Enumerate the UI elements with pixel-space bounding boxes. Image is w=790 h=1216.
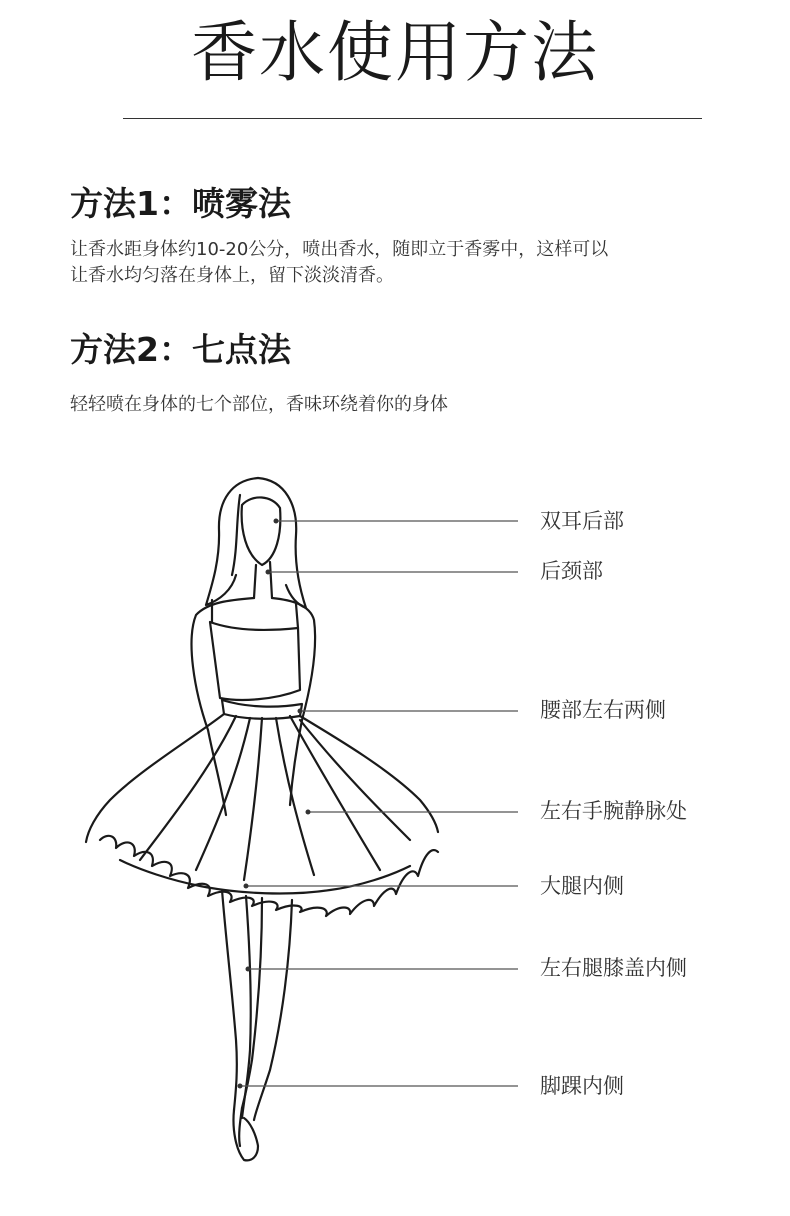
point-label-waist: 腰部左右两侧 xyxy=(540,698,666,722)
left-leg xyxy=(222,890,237,1110)
method1-description-line1: 让香水距身体约10-20公分，喷出香水，随即立于香雾中，这样可以 xyxy=(70,239,609,260)
right-foot xyxy=(239,1108,242,1146)
skirt-outline-right xyxy=(300,716,438,832)
skirt-fold xyxy=(244,718,262,880)
marker-dot-wrist xyxy=(306,810,311,815)
point-label-ears: 双耳后部 xyxy=(540,509,624,533)
method1-description-line2: 让香水均匀落在身体上，留下淡淡清香。 xyxy=(70,265,394,286)
point-label-ankles: 脚踝内侧 xyxy=(540,1074,624,1098)
hair-strand xyxy=(232,495,240,575)
bodice-strap-right xyxy=(296,604,298,628)
skirt-fold xyxy=(276,718,314,875)
method2-heading: 方法2：七点法 xyxy=(70,330,291,369)
face-outline xyxy=(242,497,281,565)
marker-dot-knee xyxy=(246,967,251,972)
marker-dot-ankle xyxy=(238,1084,243,1089)
point-label-neck: 后颈部 xyxy=(540,559,603,583)
point-label-thighs: 大腿内侧 xyxy=(540,874,624,898)
point-label-wrists: 左右手腕静脉处 xyxy=(540,799,687,823)
hair-outline xyxy=(206,478,258,605)
right-leg xyxy=(242,898,262,1108)
method2-description: 轻轻喷在身体的七个部位，香味环绕着你的身体 xyxy=(70,394,448,415)
skirt-outline xyxy=(86,714,224,842)
bodice xyxy=(210,622,300,700)
marker-dot-ear xyxy=(274,519,279,524)
right-leg-outer xyxy=(254,900,292,1120)
marker-dot-waist xyxy=(298,709,303,714)
neck-outline xyxy=(254,562,272,598)
marker-dot-neck xyxy=(266,570,271,575)
skirt-fold xyxy=(290,716,380,870)
page-title: 香水使用方法 xyxy=(191,14,599,91)
method1-heading: 方法1：喷雾法 xyxy=(70,184,291,223)
marker-dot-thigh xyxy=(244,884,249,889)
skirt-hem-ruffles-inner xyxy=(120,860,410,893)
point-label-knees: 左右腿膝盖内侧 xyxy=(540,956,687,980)
skirt-fold xyxy=(300,720,410,840)
